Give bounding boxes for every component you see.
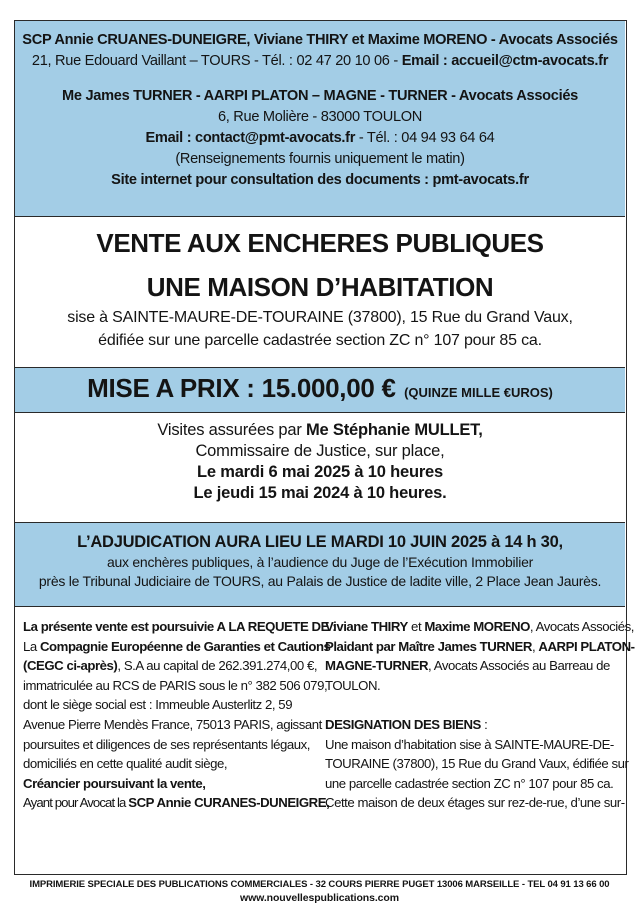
left-line: Créancier poursuivant la vente, xyxy=(23,775,206,791)
property-parcel: édifiée sur une parcelle cadastrée section ZC n° 107 pour 85 ca. xyxy=(98,332,542,349)
firm2-email: Email : contact@pmt-avocats.fr xyxy=(145,130,356,146)
publisher-website: www.nouvellespublications.com xyxy=(240,892,399,904)
right-line: MAGNE-TURNER, Avocats Associés au Barreau de xyxy=(325,658,610,674)
firm2-contact: Email : contact@pmt-avocats.fr - Tél. : 04 94 93 64 64 xyxy=(145,130,495,146)
firm2-name: Me James TURNER - AARPI PLATON – MAGNE - TURNER - Avocats Associés xyxy=(62,88,578,104)
right-line: TOULON. xyxy=(325,677,381,693)
website-line: Site internet pour consultation des documents : pmt-avocats.fr xyxy=(111,172,529,188)
left-line: (CEGC ci-après), S.A au capital de 262.391.274,00 €, xyxy=(23,658,318,674)
adjudication-court: aux enchères publiques, à l’audience du Juge de l’Exécution Immobilier xyxy=(106,554,534,570)
right-line: Cette maison de deux étages sur rez-de-rue, d’une sur- xyxy=(325,795,625,811)
right-line: une parcelle cadastrée section ZC n° 107 pour 85 ca. xyxy=(325,775,614,791)
left-line: Avenue Pierre Mendès France, 75013 PARIS, agissant xyxy=(23,716,322,732)
header-band xyxy=(15,21,625,217)
right-line: Viviane THIRY et Maxime MORENO, Avocats Associés, xyxy=(325,619,635,634)
adjudication-date: L’ADJUDICATION AURA LIEU LE MARDI 10 JUIN 2025 à 14 h 30, xyxy=(77,533,563,551)
left-column xyxy=(23,617,337,813)
starting-price: MISE A PRIX : 15.000,00 € xyxy=(87,373,396,403)
property-location: sise à SAINTE-MAURE-DE-TOURAINE (37800), 15 Rue du Grand Vaux, xyxy=(67,309,573,326)
left-line: La présente vente est poursuivie A LA REQUETE DE : xyxy=(23,619,337,634)
left-line: La Compagnie Européenne de Garanties et Cautions xyxy=(23,638,331,654)
right-line: Une maison d’habitation sise à SAINTE-MAURE-DE- xyxy=(325,736,614,752)
visits-agent: Visites assurées par Me Stéphanie MULLET, xyxy=(157,421,483,439)
sale-title: VENTE AUX ENCHERES PUBLIQUES xyxy=(96,228,544,258)
firm2-note: (Renseignements fournis uniquement le matin) xyxy=(175,151,465,167)
visit-date-2: Le jeudi 15 mai 2024 à 10 heures. xyxy=(193,484,447,502)
visit-date-1: Le mardi 6 mai 2025 à 10 heures xyxy=(196,463,444,481)
printer-footer: IMPRIMERIE SPECIALE DES PUBLICATIONS COMMERCIALES - 32 COURS PIERRE PUGET 13006 MARSEILLE - TEL 04 91 13 66 00 xyxy=(29,879,610,890)
adjudication-place: près le Tribunal Judiciaire de TOURS, au Palais de Justice de ladite ville, 2 Place Jean Jaurès. xyxy=(38,573,602,589)
price-band xyxy=(15,368,625,413)
firm2-address: 6, Rue Molière - 83000 TOULON xyxy=(217,109,423,125)
left-line: domiciliés en cette qualité audit siège, xyxy=(23,756,228,772)
firm1-address: 21, Rue Edouard Vaillant – TOURS - Tél. : 02 47 20 10 06 - Email : accueil@ctm-avocats.fr xyxy=(31,53,609,69)
firm1-email: Email : accueil@ctm-avocats.fr xyxy=(401,53,609,69)
right-line: TOURAINE (37800), 15 Rue du Grand Vaux, édifiée sur xyxy=(325,756,629,772)
left-line: immatriculée au RCS de PARIS sous le n° 382 506 079, xyxy=(23,677,328,693)
visits-section xyxy=(15,413,625,523)
visits-role: Commissaire de Justice, sur place, xyxy=(195,442,445,460)
adjudication-band xyxy=(15,523,625,607)
left-line: dont le siège social est : Immeuble Austerlitz 2, 59 xyxy=(23,697,293,713)
right-column xyxy=(325,617,635,813)
property-type: UNE MAISON D’HABITATION xyxy=(146,272,494,302)
designation-heading: DESIGNATION DES BIENS : xyxy=(325,716,488,732)
starting-price-words: (QUINZE MILLE €UROS) xyxy=(404,385,553,400)
left-line: Ayant pour Avocat la SCP Annie CURANES-DUNEIGRE, xyxy=(23,795,330,811)
right-line: Plaidant par Maître James TURNER, AARPI PLATON- xyxy=(325,638,635,654)
left-line: poursuites et diligences de ses représentants légaux, xyxy=(23,736,310,752)
firm1-name: SCP Annie CRUANES-DUNEIGRE, Viviane THIRY et Maxime MORENO - Avocats Associés xyxy=(22,32,618,48)
sale-section xyxy=(15,217,625,368)
